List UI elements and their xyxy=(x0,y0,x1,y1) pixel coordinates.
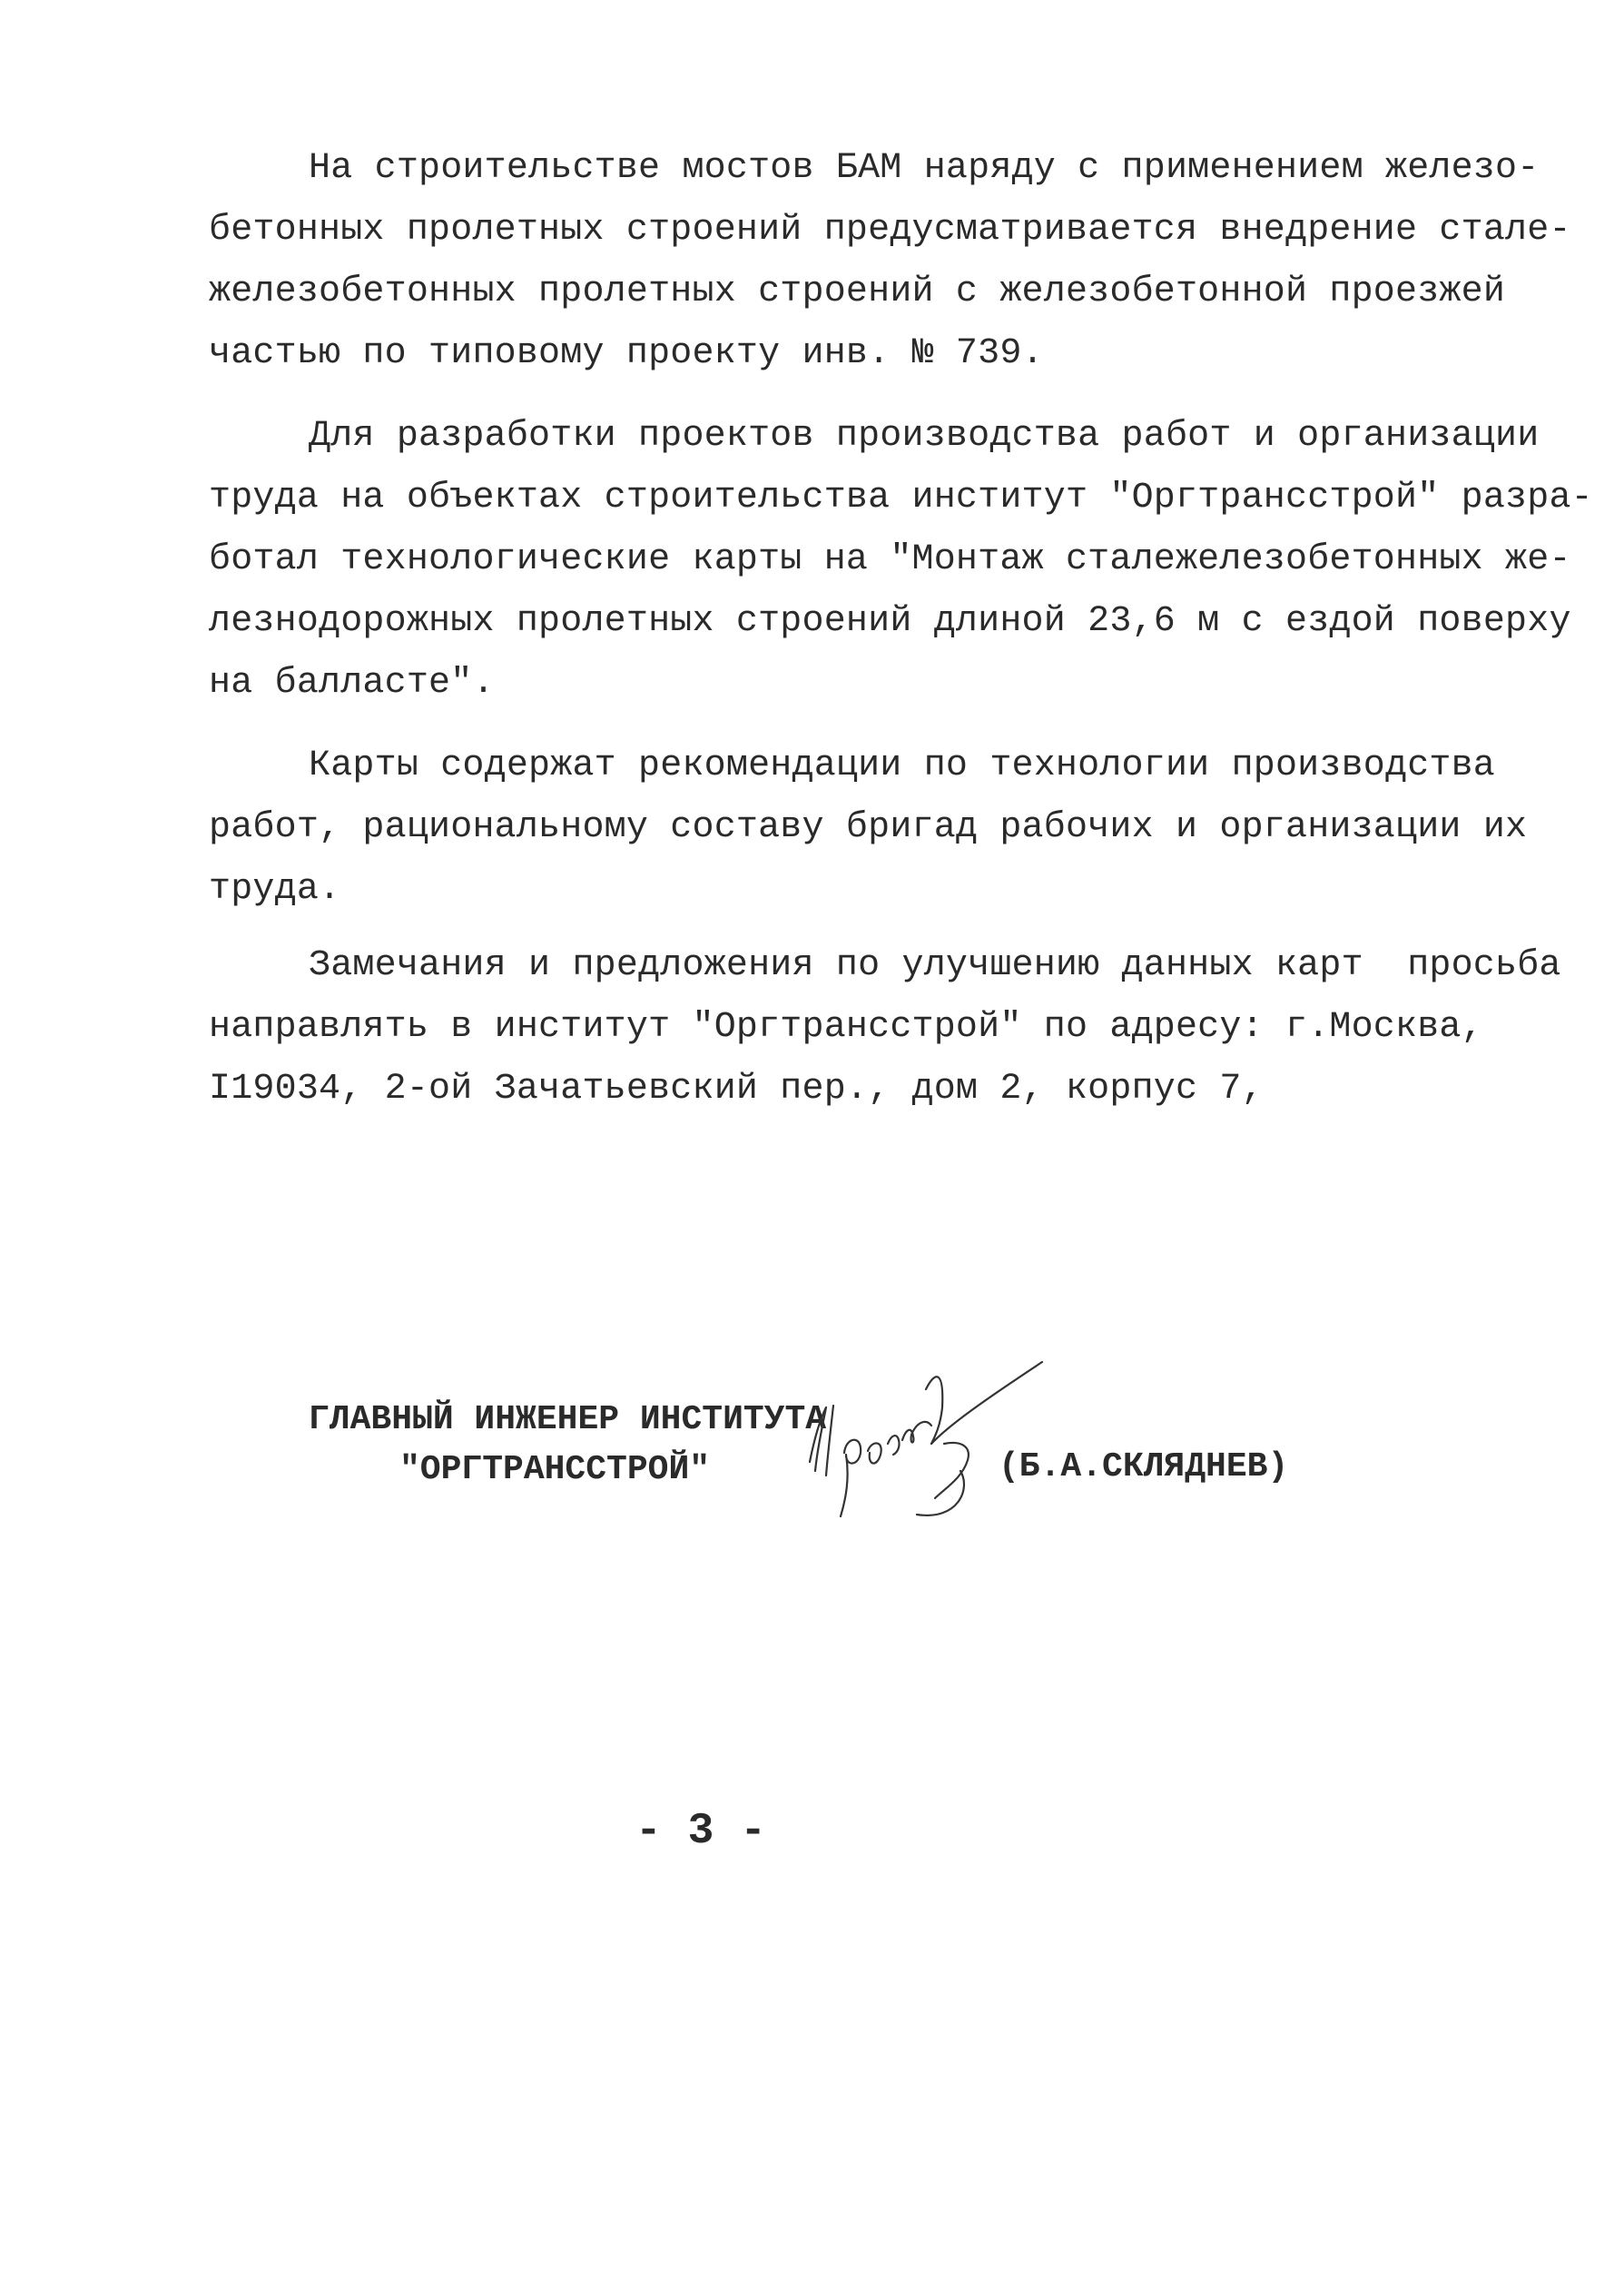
paragraph-3-line-3: труда. xyxy=(209,869,341,910)
paragraph-2-line-2: труда на объектах строительства институт "Оргтрансстрой" разра- xyxy=(209,478,1593,518)
paragraph-2-line-4: лезнодорожных пролетных строений длиной 23,6 м с ездой поверху xyxy=(209,601,1571,642)
paragraph-4-line-2: направлять в институт "Оргтрансстрой" по адресу: г.Москва, xyxy=(209,1007,1483,1048)
paragraph-4-line-1: Замечания и предложения по улучшению данных карт просьба xyxy=(309,945,1561,986)
signature-title-line-2: "ОРГТРАНССТРОЙ" xyxy=(399,1450,711,1489)
paragraph-2-line-1: Для разработки проектов производства работ и организации xyxy=(309,416,1540,457)
paragraph-2-line-3: ботал технологические карты на "Монтаж сталежелезобетонных же- xyxy=(209,539,1571,580)
paragraph-3-line-1: Карты содержат рекомендации по технологии производства xyxy=(309,745,1496,786)
paragraph-1-line-3: железобетонных пролетных строений с железобетонной проезжей xyxy=(209,271,1506,312)
paragraph-4-line-3: I19034, 2-ой Зачатьевский пер., дом 2, корпус 7, xyxy=(209,1069,1264,1110)
paragraph-1-line-4: частью по типовому проекту инв. № 739. xyxy=(209,333,1044,374)
paragraph-3-line-2: работ, рациональному составу бригад рабочих и организации их xyxy=(209,807,1528,848)
paragraph-2-line-5: на балласте". xyxy=(209,663,495,704)
page-number: - 3 - xyxy=(635,1807,767,1856)
signatory-name: (Б.А.СКЛЯДНЕВ) xyxy=(999,1447,1289,1486)
signature-title-line-1: ГЛАВНЫЙ ИНЖЕНЕР ИНСТИТУТА xyxy=(309,1400,827,1439)
paragraph-1-line-2: бетонных пролетных строений предусматривается внедрение стале- xyxy=(209,210,1571,251)
paragraph-1-line-1: На строительстве мостов БАМ наряду с применением железо- xyxy=(309,148,1540,189)
